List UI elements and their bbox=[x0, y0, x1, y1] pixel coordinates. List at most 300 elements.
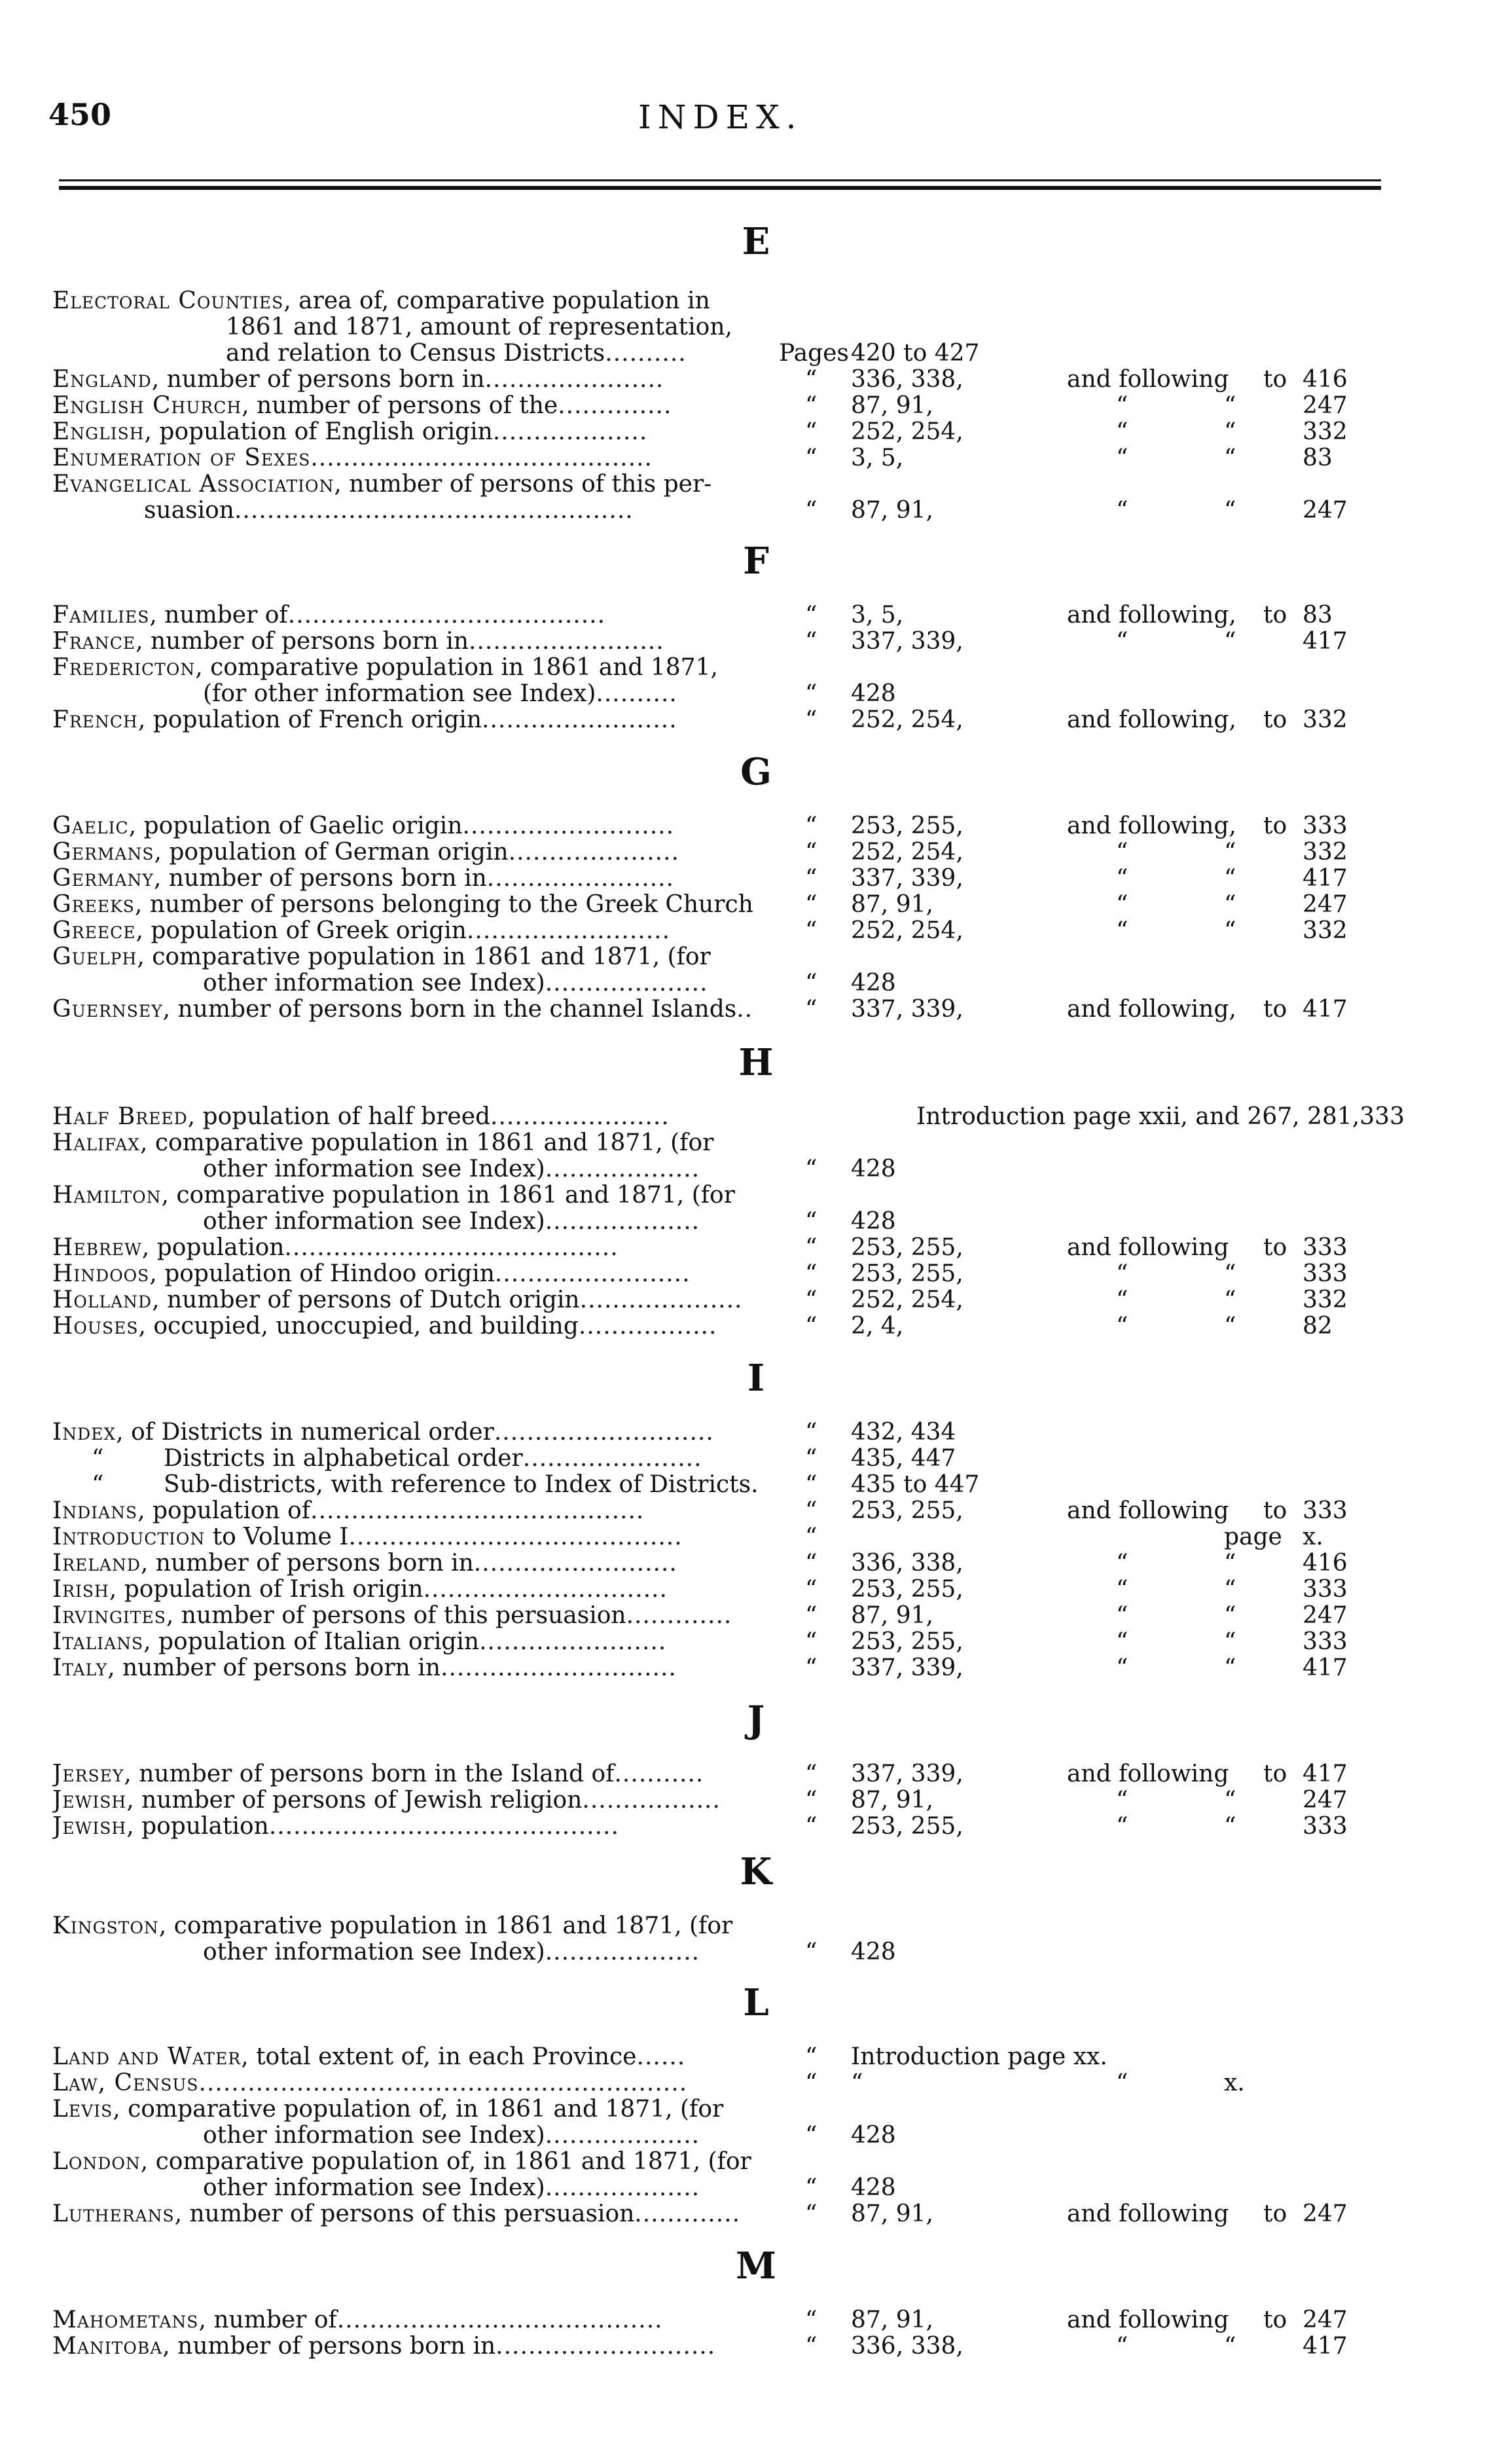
entry-text bbox=[52, 1235, 785, 1261]
entry-heading: Irish bbox=[52, 1577, 109, 1603]
entry-text bbox=[52, 1655, 785, 1681]
entry-description: , comparative population in 1861 and 1871, (for bbox=[158, 1913, 733, 1939]
ditto-mark: Pages bbox=[779, 340, 849, 367]
page-reference bbox=[805, 367, 1427, 393]
ditto-mark: “ bbox=[1224, 839, 1236, 866]
ditto-mark: “ bbox=[805, 1208, 818, 1235]
page-numbers: 252, 254, bbox=[851, 418, 963, 445]
ditto-mark: “ bbox=[805, 497, 818, 524]
index-entry bbox=[52, 1913, 1401, 1939]
leader-dots: ................... bbox=[492, 419, 648, 445]
leader-dots: .......................... bbox=[462, 813, 675, 839]
following-label: and following bbox=[1067, 1234, 1229, 1261]
ditto-mark: “ bbox=[805, 1313, 818, 1340]
section-letter: J bbox=[747, 1698, 765, 1742]
ditto-mark: “ bbox=[805, 996, 818, 1023]
index-entry bbox=[52, 1313, 1401, 1340]
ditto-mark: “ bbox=[1224, 1602, 1236, 1629]
entry-text bbox=[52, 1550, 785, 1577]
entry-description: , population of French origin bbox=[137, 707, 482, 733]
leader-dots: ................... bbox=[545, 1156, 700, 1182]
entry-heading: French bbox=[52, 707, 138, 733]
end-page: 83 bbox=[1303, 445, 1333, 471]
page-numbers: 435 to 447 bbox=[851, 1471, 980, 1498]
page-numbers: 3, 5, bbox=[851, 445, 904, 471]
index-entry bbox=[52, 2123, 1401, 2149]
ditto-mark: “ bbox=[805, 1524, 818, 1550]
ditto-mark: “ bbox=[805, 1550, 818, 1577]
ditto-mark: page bbox=[1224, 1524, 1282, 1550]
index-entry bbox=[52, 655, 1401, 681]
page-numbers: 253, 255, bbox=[851, 1260, 963, 1287]
page-reference bbox=[805, 2096, 1427, 2123]
page-reference bbox=[805, 1419, 1427, 1446]
section-letter: K bbox=[740, 1850, 772, 1893]
page-reference bbox=[805, 498, 1427, 524]
entry-description: , comparative population in 1861 and 1871, (for bbox=[137, 944, 711, 970]
leader-dots: .......... bbox=[596, 681, 677, 707]
end-page: 247 bbox=[1303, 1602, 1348, 1629]
entry-text bbox=[52, 839, 785, 866]
page-reference bbox=[805, 996, 1427, 1023]
entry-description: , population bbox=[126, 1814, 269, 1840]
to-label: to bbox=[1263, 2200, 1287, 2227]
ditto-mark: “ bbox=[805, 445, 818, 471]
index-entry bbox=[52, 1182, 1401, 1209]
page-reference bbox=[805, 892, 1427, 918]
entry-heading: Jersey bbox=[52, 1761, 124, 1787]
ditto-mark: “ bbox=[1224, 2333, 1236, 2360]
leader-dots: ............................. bbox=[441, 1655, 677, 1681]
ditto-mark: “ bbox=[805, 2333, 818, 2360]
ditto-mark: “ bbox=[805, 2122, 818, 2149]
ditto-mark: “ bbox=[805, 418, 818, 445]
page-reference bbox=[805, 707, 1427, 733]
entry-text bbox=[52, 996, 785, 1023]
page-numbers: 435, 447 bbox=[851, 1445, 956, 1472]
ditto-mark: “ bbox=[1116, 1313, 1128, 1340]
leader-dots: ............. bbox=[634, 2201, 741, 2227]
entry-text bbox=[52, 2123, 785, 2149]
entry-text bbox=[52, 1577, 785, 1603]
page-reference bbox=[805, 655, 1427, 681]
entry-description: , population of half breed bbox=[187, 1104, 491, 1130]
following-label: and following bbox=[1067, 2200, 1229, 2227]
page-numbers: 337, 339, bbox=[851, 1761, 963, 1787]
ditto-mark: “ bbox=[805, 891, 818, 918]
entry-description: , number of persons born in bbox=[162, 2333, 496, 2360]
ditto-mark: “ bbox=[805, 2174, 818, 2201]
entry-text bbox=[52, 340, 785, 367]
page-reference bbox=[805, 1603, 1427, 1629]
ditto-mark: “ bbox=[805, 2307, 818, 2333]
entry-text bbox=[52, 1287, 785, 1313]
ditto-mark: x. bbox=[1224, 2070, 1245, 2096]
leader-dots: ........................ bbox=[469, 629, 664, 655]
entry-text bbox=[52, 655, 785, 681]
entry-heading: Greeks bbox=[52, 892, 135, 918]
page-numbers: Introduction page xx. bbox=[851, 2043, 1107, 2070]
end-page: 247 bbox=[1303, 1787, 1348, 1814]
ditto-mark: “ bbox=[1224, 1576, 1236, 1603]
entry-heading: Ireland bbox=[52, 1550, 141, 1577]
leader-dots: ................... bbox=[545, 2123, 700, 2149]
leader-dots: ......................................... bbox=[284, 1235, 619, 1261]
index-entry bbox=[52, 1130, 1401, 1156]
entry-heading: Jewish bbox=[52, 1814, 127, 1840]
index-entry bbox=[52, 2175, 1401, 2201]
index-entry bbox=[52, 866, 1401, 892]
leader-dots: .......... bbox=[605, 340, 687, 367]
leader-dots: ...... bbox=[636, 2044, 686, 2070]
entry-description: , comparative population of, in 1861 and 1871, (for bbox=[140, 2149, 751, 2175]
leader-dots: ................. bbox=[578, 1313, 717, 1340]
page-numbers: 87, 91, bbox=[851, 2307, 933, 2333]
page-numbers: 87, 91, bbox=[851, 2200, 933, 2227]
entry-heading: Evangelical Association bbox=[52, 471, 334, 498]
entry-heading: Fredericton bbox=[52, 655, 196, 681]
index-entry bbox=[52, 629, 1401, 655]
page-numbers: 428 bbox=[851, 2174, 896, 2201]
ditto-mark: “ bbox=[1116, 1787, 1128, 1814]
end-page: 332 bbox=[1303, 706, 1348, 733]
index-entry bbox=[52, 892, 1401, 918]
page-reference bbox=[805, 1814, 1427, 1840]
entry-text bbox=[52, 970, 785, 996]
leader-dots: ......................... bbox=[473, 1550, 677, 1577]
ditto-mark: “ bbox=[1224, 392, 1236, 419]
page-numbers: 428 bbox=[851, 2122, 896, 2149]
header-rule-thick bbox=[59, 186, 1381, 190]
ditto-mark: “ bbox=[1224, 865, 1236, 892]
end-page: 333 bbox=[1303, 1576, 1348, 1603]
ditto-mark: “ bbox=[805, 1628, 818, 1655]
ditto-mark: “ bbox=[805, 366, 818, 393]
leader-dots: ......................................... bbox=[310, 1498, 645, 1524]
index-entry bbox=[52, 970, 1401, 996]
leader-dots: ........................... bbox=[494, 1419, 714, 1446]
page-reference bbox=[805, 602, 1427, 629]
entry-heading: Guelph bbox=[52, 944, 137, 970]
index-entry bbox=[52, 681, 1401, 707]
index-entry bbox=[52, 839, 1401, 866]
index-entry bbox=[52, 340, 1401, 367]
entry-description: , number of bbox=[149, 602, 288, 629]
page-numbers: 87, 91, bbox=[851, 392, 933, 419]
index-entry bbox=[52, 1655, 1401, 1681]
entry-description: , comparative population in 1861 and 1871, bbox=[195, 655, 718, 681]
index-entry bbox=[52, 471, 1401, 498]
entry-heading: Germans bbox=[52, 839, 154, 866]
ditto-mark: “ bbox=[805, 2200, 818, 2227]
page-numbers: 87, 91, bbox=[851, 1787, 933, 1814]
ditto-mark: “ bbox=[1116, 1550, 1128, 1577]
entry-description: , comparative population in 1861 and 1871, (for bbox=[161, 1182, 735, 1209]
to-label: to bbox=[1263, 706, 1287, 733]
entry-continuation: other information see Index) bbox=[203, 1209, 545, 1235]
ditto-mark: “ bbox=[1116, 1576, 1128, 1603]
index-entry bbox=[52, 813, 1401, 839]
page-reference bbox=[805, 314, 1427, 340]
end-page: 416 bbox=[1303, 366, 1348, 393]
entry-heading: Families bbox=[52, 602, 150, 629]
end-page: 332 bbox=[1303, 917, 1348, 944]
end-page: 333 bbox=[1303, 1628, 1348, 1655]
page-reference bbox=[805, 1498, 1427, 1524]
ditto-mark: “ bbox=[805, 706, 818, 733]
ditto-mark: “ bbox=[1224, 497, 1236, 524]
ditto-mark: “ bbox=[1224, 1550, 1236, 1577]
leader-dots: .............. bbox=[558, 393, 672, 419]
ditto-mark: “ bbox=[805, 1419, 818, 1446]
entry-description: , population of Greek origin bbox=[135, 918, 467, 944]
entry-continuation: (for other information see Index) bbox=[203, 681, 596, 707]
index-entry bbox=[52, 2096, 1401, 2123]
index-entry bbox=[52, 1209, 1401, 1235]
page-reference bbox=[805, 681, 1427, 707]
following-label: and following, bbox=[1067, 706, 1236, 733]
section-letter: F bbox=[743, 539, 769, 583]
page-reference bbox=[805, 1156, 1427, 1182]
entry-heading: Electoral Counties bbox=[52, 288, 284, 314]
entry-text bbox=[52, 602, 785, 629]
ditto-mark: “ bbox=[805, 2043, 818, 2070]
entry-text bbox=[52, 1130, 785, 1156]
entry-text bbox=[52, 813, 785, 839]
entry-continuation: other information see Index) bbox=[203, 2123, 545, 2149]
entry-text bbox=[52, 1603, 785, 1629]
entry-continuation: other information see Index) bbox=[203, 1156, 545, 1182]
page-reference bbox=[805, 1313, 1427, 1340]
ditto-mark: “ bbox=[805, 1156, 818, 1182]
section-letter: I bbox=[747, 1357, 765, 1400]
index-entry bbox=[52, 445, 1401, 471]
page-reference bbox=[805, 2201, 1427, 2227]
entry-description: Sub-districts, with reference to Index of Districts. bbox=[164, 1472, 759, 1498]
entry-heading: Italy bbox=[52, 1655, 108, 1681]
entry-text bbox=[52, 2175, 785, 2201]
entry-heading: Lutherans bbox=[52, 2201, 175, 2227]
ditto-mark: “ bbox=[1224, 628, 1236, 655]
entry-description: , number of persons born in the channel Islands bbox=[162, 996, 737, 1023]
following-label: and following bbox=[1067, 1497, 1229, 1524]
ditto-mark: “ bbox=[1224, 445, 1236, 471]
page-reference bbox=[805, 918, 1427, 944]
index-entry bbox=[52, 602, 1401, 629]
leader-dots: ...................... bbox=[484, 367, 664, 393]
page-reference bbox=[805, 419, 1427, 445]
end-page: 247 bbox=[1303, 392, 1348, 419]
index-entry bbox=[52, 2307, 1401, 2333]
entry-text bbox=[52, 419, 785, 445]
entry-heading: London bbox=[52, 2149, 141, 2175]
following-label: and following bbox=[1067, 2307, 1229, 2333]
page-reference bbox=[805, 629, 1427, 655]
leader-dots: .................... bbox=[579, 1287, 743, 1313]
entry-text bbox=[52, 866, 785, 892]
to-label: to bbox=[1263, 996, 1287, 1023]
ditto-mark: “ bbox=[805, 839, 818, 866]
ditto-mark: “ bbox=[805, 1497, 818, 1524]
entry-description: , number of persons born in bbox=[135, 629, 469, 655]
index-entry bbox=[52, 1156, 1401, 1182]
ditto-mark: “ bbox=[1116, 1260, 1128, 1287]
ditto-mark: “ bbox=[805, 1787, 818, 1814]
to-label: to bbox=[1263, 1497, 1287, 1524]
leader-dots: .. bbox=[736, 996, 753, 1023]
index-entry bbox=[52, 419, 1401, 445]
ditto-mark: “ bbox=[1116, 917, 1128, 944]
entry-text bbox=[52, 1913, 785, 1939]
ditto-mark: “ bbox=[1116, 628, 1128, 655]
entry-heading: Law, Census bbox=[52, 2070, 199, 2096]
entry-description: , population of Italian origin bbox=[143, 1629, 480, 1655]
section-letter: L bbox=[743, 1981, 769, 2024]
index-entry bbox=[52, 1235, 1401, 1261]
entry-text bbox=[52, 1209, 785, 1235]
page-numbers: 337, 339, bbox=[851, 865, 963, 892]
page-reference bbox=[805, 839, 1427, 866]
ditto-mark: “ bbox=[1224, 1287, 1236, 1313]
entry-text bbox=[52, 892, 785, 918]
leader-dots: .................... bbox=[545, 970, 708, 996]
page-numbers: 253, 255, bbox=[851, 1234, 963, 1261]
leader-dots: ......................... bbox=[466, 918, 671, 944]
entry-text bbox=[52, 2333, 785, 2360]
ditto-mark: “ bbox=[805, 392, 818, 419]
entry-text bbox=[52, 2307, 785, 2333]
leader-dots: ........................................... bbox=[268, 1814, 619, 1840]
page-reference bbox=[805, 2149, 1427, 2175]
ditto-mark: “ bbox=[805, 1813, 818, 1840]
ditto-mark: “ bbox=[1116, 2333, 1128, 2360]
entry-description: , area of, comparative population in bbox=[283, 288, 710, 314]
page-numbers: 336, 338, bbox=[851, 366, 963, 393]
index-entry bbox=[52, 1577, 1401, 1603]
ditto-mark: “ bbox=[1224, 1787, 1236, 1814]
entry-heading: Italians bbox=[52, 1629, 144, 1655]
page-reference bbox=[805, 1787, 1427, 1814]
entry-continuation: suasion bbox=[144, 498, 234, 524]
page-reference bbox=[805, 1130, 1427, 1156]
entry-text bbox=[52, 1814, 785, 1840]
entry-description: , number of persons born in bbox=[140, 1550, 474, 1577]
index-entry bbox=[52, 1939, 1401, 1965]
ditto-mark: “ bbox=[1224, 418, 1236, 445]
entry-description: Districts in alphabetical order bbox=[164, 1446, 523, 1472]
entry-text bbox=[52, 445, 785, 471]
page-reference bbox=[805, 1472, 1427, 1498]
entry-heading: Jewish bbox=[52, 1787, 127, 1814]
ditto-mark: “ bbox=[805, 1654, 818, 1681]
ditto-mark: “ bbox=[805, 1287, 818, 1313]
page-reference bbox=[805, 2307, 1427, 2333]
page-numbers: 337, 339, bbox=[851, 628, 963, 655]
entry-description: , comparative population of, in 1861 and 1871, (for bbox=[113, 2096, 724, 2123]
leader-dots: ........................................ bbox=[336, 2307, 663, 2333]
page-numbers: 420 to 427 bbox=[851, 340, 980, 367]
index-entry bbox=[52, 1629, 1401, 1655]
end-page: 417 bbox=[1303, 865, 1348, 892]
entry-text bbox=[52, 2096, 785, 2123]
entry-text bbox=[52, 288, 785, 314]
page-reference bbox=[805, 471, 1427, 498]
entry-description: , occupied, unoccupied, and building bbox=[138, 1313, 579, 1340]
page-numbers: 253, 255, bbox=[851, 1628, 963, 1655]
index-entry bbox=[52, 2333, 1401, 2360]
leader-dots: ............. bbox=[626, 1603, 732, 1629]
end-page: 332 bbox=[1303, 1287, 1348, 1313]
ditto-mark: “ bbox=[805, 1602, 818, 1629]
index-entry bbox=[52, 707, 1401, 733]
ditto-mark: “ bbox=[1224, 1313, 1236, 1340]
entry-heading: Greece bbox=[52, 918, 136, 944]
page-reference bbox=[805, 1261, 1427, 1287]
page-numbers: 3, 5, bbox=[851, 602, 904, 629]
page-numbers: 337, 339, bbox=[851, 1654, 963, 1681]
entry-text bbox=[52, 2044, 785, 2070]
page-reference bbox=[805, 2070, 1427, 2096]
entry-text bbox=[52, 2149, 785, 2175]
ditto-mark: “ bbox=[805, 1471, 818, 1498]
leader-dots: ........... bbox=[614, 1761, 704, 1787]
following-label: and following, bbox=[1067, 996, 1236, 1023]
entry-text bbox=[52, 1182, 785, 1209]
entry-heading: Mahometans bbox=[52, 2307, 199, 2333]
ditto-mark: “ bbox=[805, 2070, 818, 2096]
ditto-mark: “ bbox=[1116, 1628, 1128, 1655]
entry-description: , of Districts in numerical order bbox=[116, 1419, 494, 1446]
index-entry bbox=[52, 1550, 1401, 1577]
page-numbers: 253, 255, bbox=[851, 1576, 963, 1603]
entry-text bbox=[52, 471, 785, 498]
entry-heading: France bbox=[52, 629, 136, 655]
page-numbers: 87, 91, bbox=[851, 497, 933, 524]
entry-text bbox=[52, 1761, 785, 1787]
page-reference bbox=[805, 1913, 1427, 1939]
entry-description: , number of persons of Jewish religion bbox=[126, 1787, 583, 1814]
ditto-mark: “ bbox=[805, 1260, 818, 1287]
ditto-mark: “ bbox=[1116, 497, 1128, 524]
to-label: to bbox=[1263, 1761, 1287, 1787]
page-reference bbox=[805, 288, 1427, 314]
index-entry bbox=[52, 1761, 1401, 1787]
ditto-mark: “ bbox=[1116, 445, 1128, 471]
header-rule-thin bbox=[59, 179, 1381, 181]
page-reference bbox=[805, 1524, 1427, 1550]
leader-dots: ............................................................ bbox=[198, 2070, 688, 2096]
entry-text bbox=[52, 681, 785, 707]
page-numbers: 428 bbox=[851, 1156, 896, 1182]
entry-heading: Halifax bbox=[52, 1130, 140, 1156]
page-numbers: 253, 255, bbox=[851, 1497, 963, 1524]
entry-heading: Irvingites bbox=[52, 1603, 166, 1629]
page-numbers: 252, 254, bbox=[851, 839, 963, 866]
page-numbers: 432, 434 bbox=[851, 1419, 956, 1446]
page-reference bbox=[805, 944, 1427, 970]
ditto-mark: “ bbox=[1116, 1602, 1128, 1629]
end-page: 417 bbox=[1303, 1761, 1348, 1787]
page-reference bbox=[779, 340, 1427, 367]
entry-text bbox=[52, 1313, 785, 1340]
entry-heading: Kingston bbox=[52, 1913, 159, 1939]
ditto-mark: “ bbox=[1116, 2070, 1128, 2096]
entry-text bbox=[52, 1629, 785, 1655]
leader-dots: .......................................... bbox=[310, 445, 653, 471]
following-label: and following, bbox=[1067, 602, 1236, 629]
ditto-mark: “ bbox=[805, 628, 818, 655]
page-numbers: 428 bbox=[851, 1208, 896, 1235]
